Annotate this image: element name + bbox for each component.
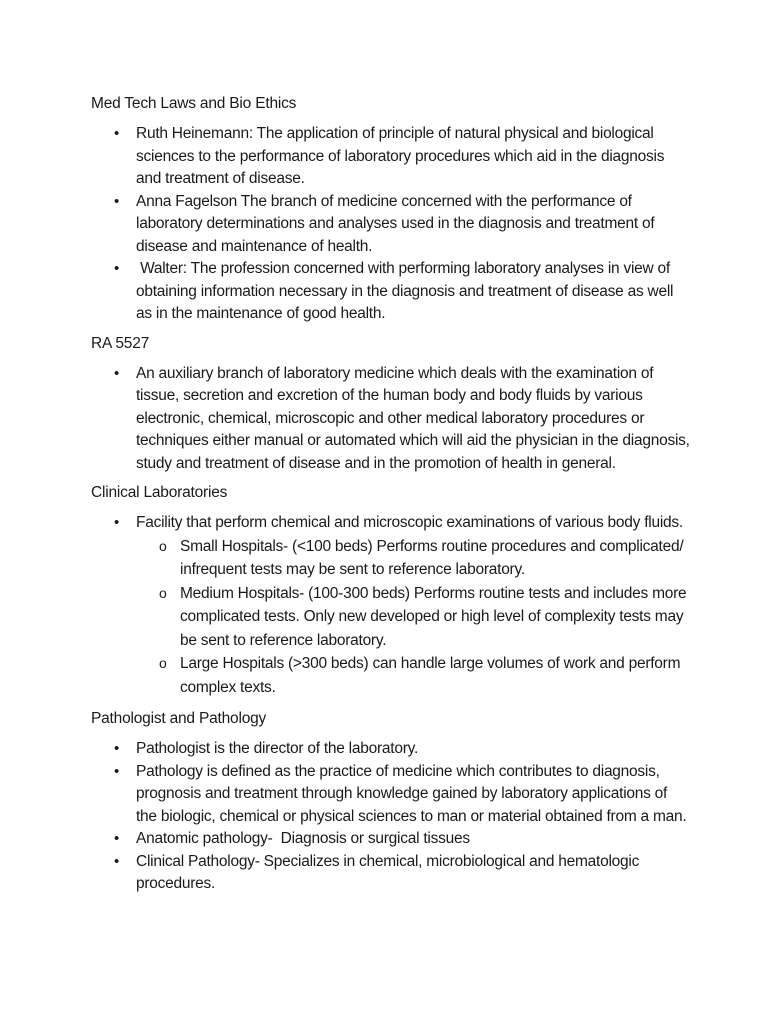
list-item-facility: • Facility that perform chemical and microscopic examinations of various body fluids. [91, 512, 691, 535]
sublist-item-large-hospitals: o Large Hospitals (>300 beds) can handle large volumes of work and perform complex texts. [91, 652, 691, 699]
section-heading-clinical-laboratories: Clinical Laboratories [91, 484, 228, 501]
section-heading-pathology: Pathologist and Pathology [91, 710, 267, 727]
list-item-clinical-pathology: • Clinical Pathology- Specializes in chemical, microbiological and hematologic procedures. [91, 851, 691, 896]
list-item-anatomic-pathology: • Anatomic pathology- Diagnosis or surgical tissues [91, 828, 691, 851]
clinical-laboratories-list [91, 512, 691, 699]
definitions-list [91, 123, 691, 326]
list-item-pathologist: • Pathologist is the director of the laboratory. [91, 738, 691, 761]
pathology-list [91, 738, 691, 896]
list-item-heinemann: • Ruth Heinemann: The application of principle of natural physical and biological sciences to the performance of laboratory procedures which aid in the diagnosis and treatment of disease. [91, 123, 691, 191]
list-item-pathology-definition: • Pathology is defined as the practice of medicine which contributes to diagnosis, prognosis and treatment through knowledge gained by laboratory applications of the biologic, chemical or physical sciences to man or material obtained from a man. [91, 761, 691, 829]
ra5527-list [91, 363, 691, 476]
section-heading-ra5527: RA 5527 [91, 334, 150, 352]
section-heading-medtech-laws: Med Tech Laws and Bio Ethics [91, 95, 297, 112]
sublist-item-small-hospitals: o Small Hospitals- (<100 beds) Performs routine procedures and complicated/ infrequent tests may be sent to reference laboratory. [91, 535, 691, 582]
list-item-ra5527-definition: • An auxiliary branch of laboratory medicine which deals with the examination of tissue, secretion and excretion of the human body and body fluids by various electronic, chemical, microscopic and other medical laboratory procedures or techniques either manual or automated which will aid the physician in the diagnosis, study and treatment of disease and in the promotion of health in general. [91, 363, 691, 476]
sublist-item-medium-hospitals: o Medium Hospitals- (100-300 beds) Performs routine tests and includes more complicated tests. Only new developed or high level of complexity tests may be sent to reference laboratory. [91, 582, 691, 653]
list-item-walter: • Walter: The profession concerned with performing laboratory analyses in view of obtaining information necessary in the diagnosis and treatment of disease as well as in the maintenance of good health. [91, 258, 691, 326]
hospital-types-sublist [91, 535, 691, 700]
list-item-fagelson: • Anna Fagelson The branch of medicine concerned with the performance of laboratory determinations and analyses used in the diagnosis and treatment of disease and maintenance of health. [91, 191, 691, 259]
sublist-container [91, 535, 691, 700]
document-content [91, 93, 691, 903]
